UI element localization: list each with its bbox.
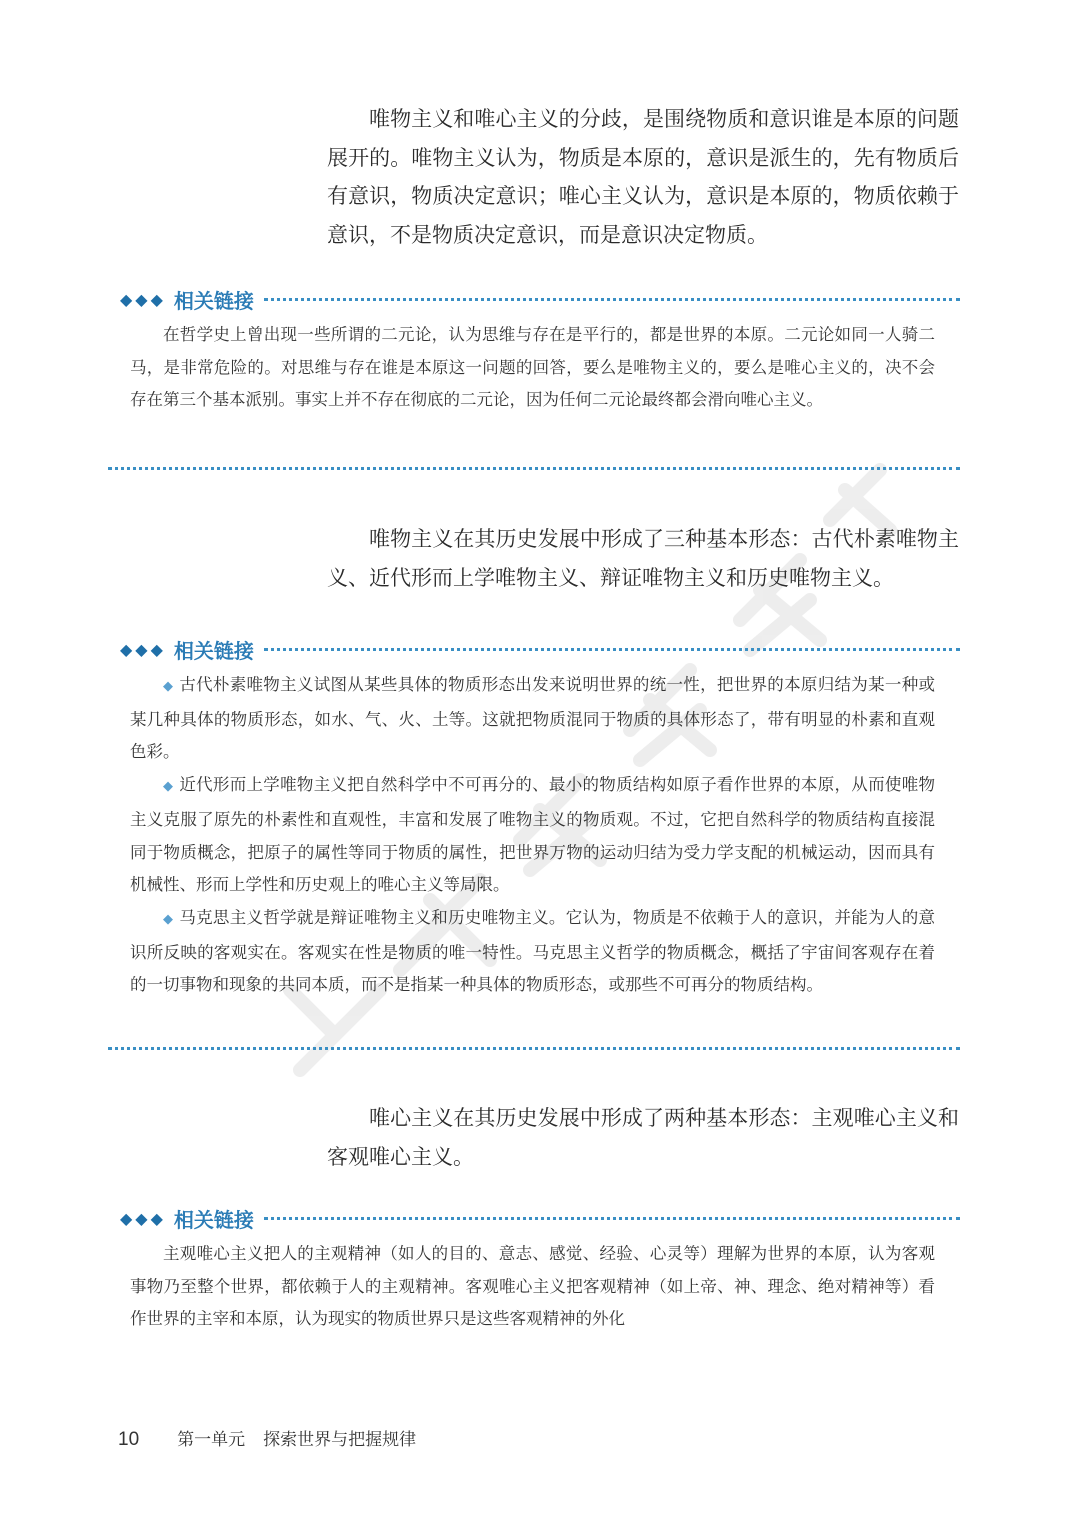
related-link-title: 相关链接: [173, 638, 254, 663]
main-paragraph-2: 唯物主义在其历史发展中形成了三种基本形态：古代朴素唯物主义、近代形而上学唯物主义、辩证唯物主义和历史唯物主义。: [327, 527, 959, 590]
diamond-icon: ◆◆◆: [120, 639, 166, 659]
related-link-header-3: [120, 1203, 960, 1233]
diamond-icon: ◆◆◆: [120, 289, 166, 309]
related-link-header-2: [120, 634, 960, 664]
diamond-icon: ◆◆◆: [120, 1208, 166, 1228]
bullet-diamond-icon: ◆: [163, 679, 174, 694]
related-link-text: 在哲学史上曾出现一些所谓的二元论，认为思维与存在是平行的，都是世界的本原。二元论如同一人骑二马，是非常危险的。对思维与存在谁是本原这一问题的回答，要么是唯物主义的，要么是唯心主义的，决不会存在第三个基本派别。事实上并不存在彻底的二元论，因为任何二元论最终都会滑向唯心主义。: [130, 325, 935, 410]
dotted-divider: [264, 648, 960, 651]
related-link-header-1: [120, 284, 960, 314]
related-link-title: 相关链接: [173, 288, 254, 313]
dotted-divider: [108, 1047, 960, 1050]
bullet-diamond-icon: ◆: [163, 911, 174, 927]
unit-title: 探索世界与把握规律: [263, 1430, 417, 1450]
unit-label: 第一单元: [177, 1430, 246, 1450]
related-link-item: ◆ 古代朴素唯物主义试图从某些具体的物质形态出发来说明世界的统一性，把世界的本原归结为某一种或某几种具体的物质形态，如水、气、火、土等。这就把物质混同于物质的具体形态了，带有明显的朴素和直观色彩。: [130, 675, 936, 762]
related-link-body-2: [130, 669, 935, 1002]
related-link-title: 相关链接: [173, 1207, 254, 1232]
related-link-text: 主观唯心主义把人的主观精神（如人的目的、意志、感觉、经验、心灵等）理解为世界的本原，认为客观事物乃至整个世界，都依赖于人的主观精神。客观唯心主义把客观精神（如上帝、神、理念、绝对精神等）看作世界的主宰和本原，认为现实的物质世界只是这些客观精神的外化: [130, 1244, 935, 1329]
related-link-item: ◆ 近代形而上学唯物主义把自然科学中不可再分的、最小的物质结构如原子看作世界的本原，从而使唯物主义克服了原先的朴素性和直观性，丰富和发展了唯物主义的物质观。不过，它把自然科学的物质结构直接混同于物质概念，把原子的属性等同于物质的属性，把世界万物的运动归结为受力学支配的机械运动，因而具有机械性、形而上学性和历史观上的唯心主义等局限。: [130, 775, 936, 895]
related-link-body-1: [130, 319, 935, 417]
page-number: 10: [118, 1429, 140, 1450]
dotted-divider: [264, 298, 960, 301]
page-footer: [118, 1425, 416, 1451]
main-paragraph-1: 唯物主义和唯心主义的分歧，是围绕物质和意识谁是本原的问题展开的。唯物主义认为，物质是本原的，意识是派生的，先有物质后有意识，物质决定意识；唯心主义认为，意识是本原的，物质依赖于意识，不是物质决定意识，而是意识决定物质。: [327, 107, 959, 247]
main-paragraph-3: 唯心主义在其历史发展中形成了两种基本形态：主观唯心主义和客观唯心主义。: [327, 1106, 959, 1169]
dotted-divider: [264, 1217, 960, 1220]
related-link-body-3: [130, 1238, 935, 1336]
dotted-divider: [108, 467, 960, 470]
related-link-item: ◆ 马克思主义哲学就是辩证唯物主义和历史唯物主义。它认为，物质是不依赖于人的意识，并能为人的意识所反映的客观实在。客观实在性是物质的唯一特性。马克思主义哲学的物质概念，概括了宇宙间客观存在着的一切事物和现象的共同本质，而不是指某一种具体的物质形态，或那些不可再分的物质结构。: [130, 907, 936, 995]
bullet-diamond-icon: ◆: [163, 779, 174, 795]
